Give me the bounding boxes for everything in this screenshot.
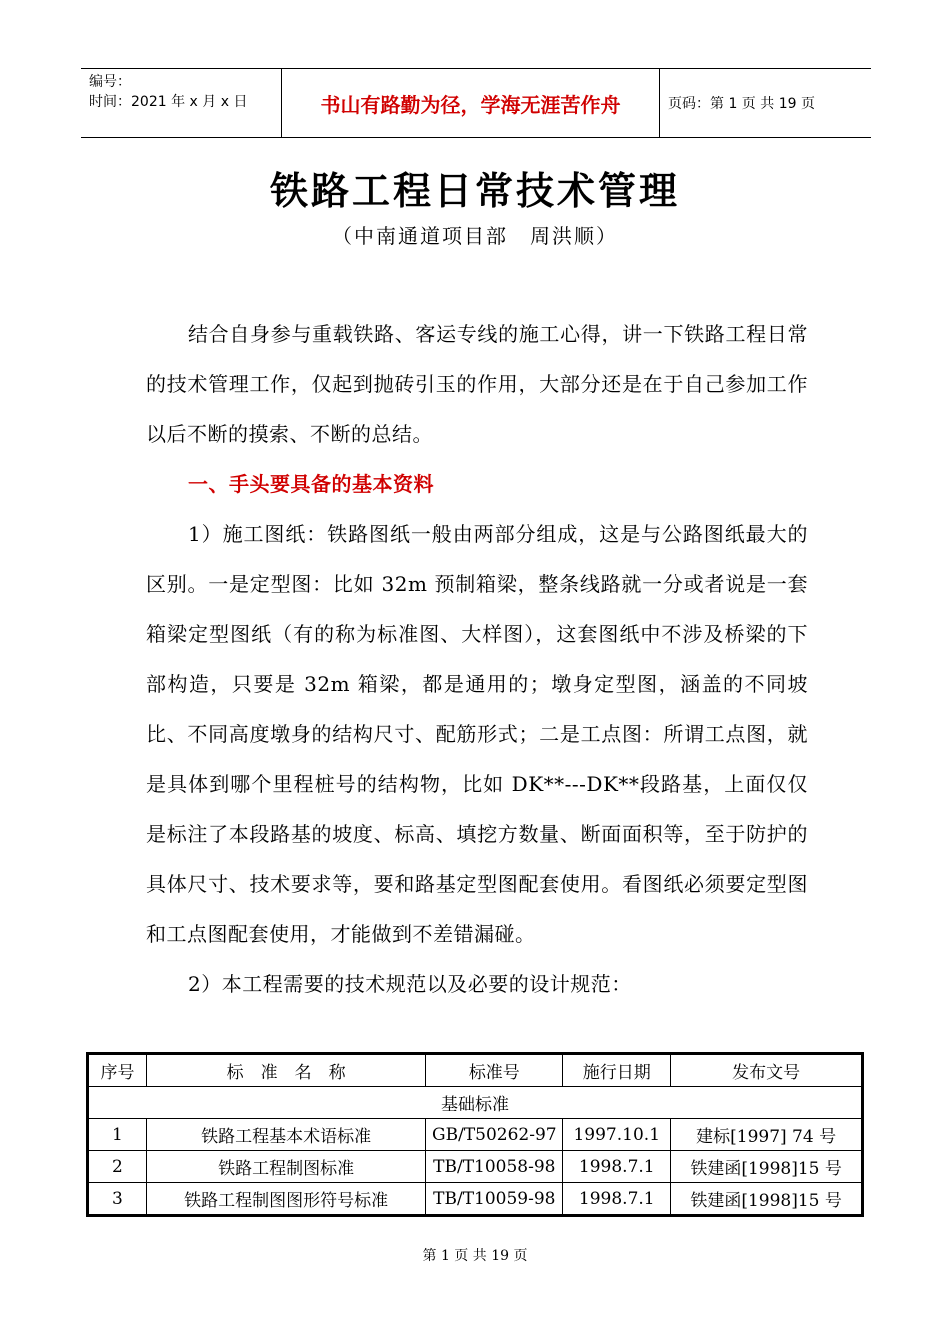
- col-header-name: 标 准 名 称: [146, 1055, 425, 1087]
- cell-doc: 铁建函[1998]15 号: [671, 1151, 862, 1183]
- cell-index: 1: [89, 1119, 147, 1151]
- cell-name: 铁路工程基本术语标准: [146, 1119, 425, 1151]
- table-row: [89, 1151, 862, 1183]
- header-page-info: 页码：第 1 页 共 19 页: [668, 96, 815, 112]
- cell-index: 3: [89, 1183, 147, 1215]
- item1-paragraph: 1）施工图纸：铁路图纸一般由两部分组成，这是与公路图纸最大的区别。一是定型图：比如 32m 预制箱梁，整条线路就一分或者说是一套箱梁定型图纸（有的称为标准图、大样图），这套图纸中不涉及桥梁的下部构造，只要是 32m 箱梁，都是通用的；墩身定型图，涵盖的不同坡比、不同高度墩身的结构尺寸、配筋形式；二是工点图：所谓工点图，就是具体到哪个里程桩号的结构物，比如 DK**---DK**段路基，上面仅仅是标注了本段路基的坡度、标高、填挖方数量、断面面积等，至于防护的具体尺寸、技术要求等，要和路基定型图配套使用。看图纸必须要定型图和工点图配套使用，才能做到不差错漏碰。: [146, 522, 808, 946]
- document-subtitle: （中南通道项目部 周洪顺）: [332, 224, 618, 248]
- cell-date: 1997.10.1: [563, 1119, 671, 1151]
- section-heading: 一、手头要具备的基本资料: [188, 472, 434, 496]
- col-header-date: 施行日期: [563, 1055, 671, 1087]
- cell-code: GB/T50262-97: [426, 1119, 563, 1151]
- col-header-index: 序号: [89, 1055, 147, 1087]
- cell-doc: 建标[1997] 74 号: [671, 1119, 862, 1151]
- group-label: 基础标准: [89, 1087, 862, 1119]
- table-row: [89, 1183, 862, 1215]
- cell-doc: 铁建函[1998]15 号: [671, 1183, 862, 1215]
- cell-name: 铁路工程制图图形符号标准: [146, 1183, 425, 1215]
- header-motto: 书山有路勤为径，学海无涯苦作舟: [281, 69, 660, 137]
- cell-index: 2: [89, 1151, 147, 1183]
- cell-date: 1998.7.1: [563, 1183, 671, 1215]
- page-header: [81, 68, 871, 138]
- document-date: 时间：2021 年 x 月 x 日: [89, 94, 248, 110]
- intro-paragraph: 结合自身参与重载铁路、客运专线的施工心得，讲一下铁路工程日常的技术管理工作，仅起到抛砖引玉的作用，大部分还是在于自己参加工作以后不断的摸索、不断的总结。: [146, 322, 808, 446]
- col-header-doc: 发布文号: [671, 1055, 862, 1087]
- document-title: 铁路工程日常技术管理: [269, 168, 680, 213]
- document-number-label: 编号：: [89, 74, 131, 90]
- document-body: [146, 309, 808, 1009]
- standards-table: [88, 1054, 862, 1215]
- cell-code: TB/T10058-98: [426, 1151, 563, 1183]
- table-group-row: [89, 1087, 862, 1119]
- page-footer: 第 1 页 共 19 页: [422, 1248, 528, 1264]
- col-header-code: 标准号: [426, 1055, 563, 1087]
- table-header-row: [89, 1055, 862, 1087]
- cell-code: TB/T10059-98: [426, 1183, 563, 1215]
- cell-date: 1998.7.1: [563, 1151, 671, 1183]
- item2-paragraph: 2）本工程需要的技术规范以及必要的设计规范：: [188, 972, 632, 996]
- cell-name: 铁路工程制图标准: [146, 1151, 425, 1183]
- header-meta: [81, 69, 281, 137]
- table-row: [89, 1119, 862, 1151]
